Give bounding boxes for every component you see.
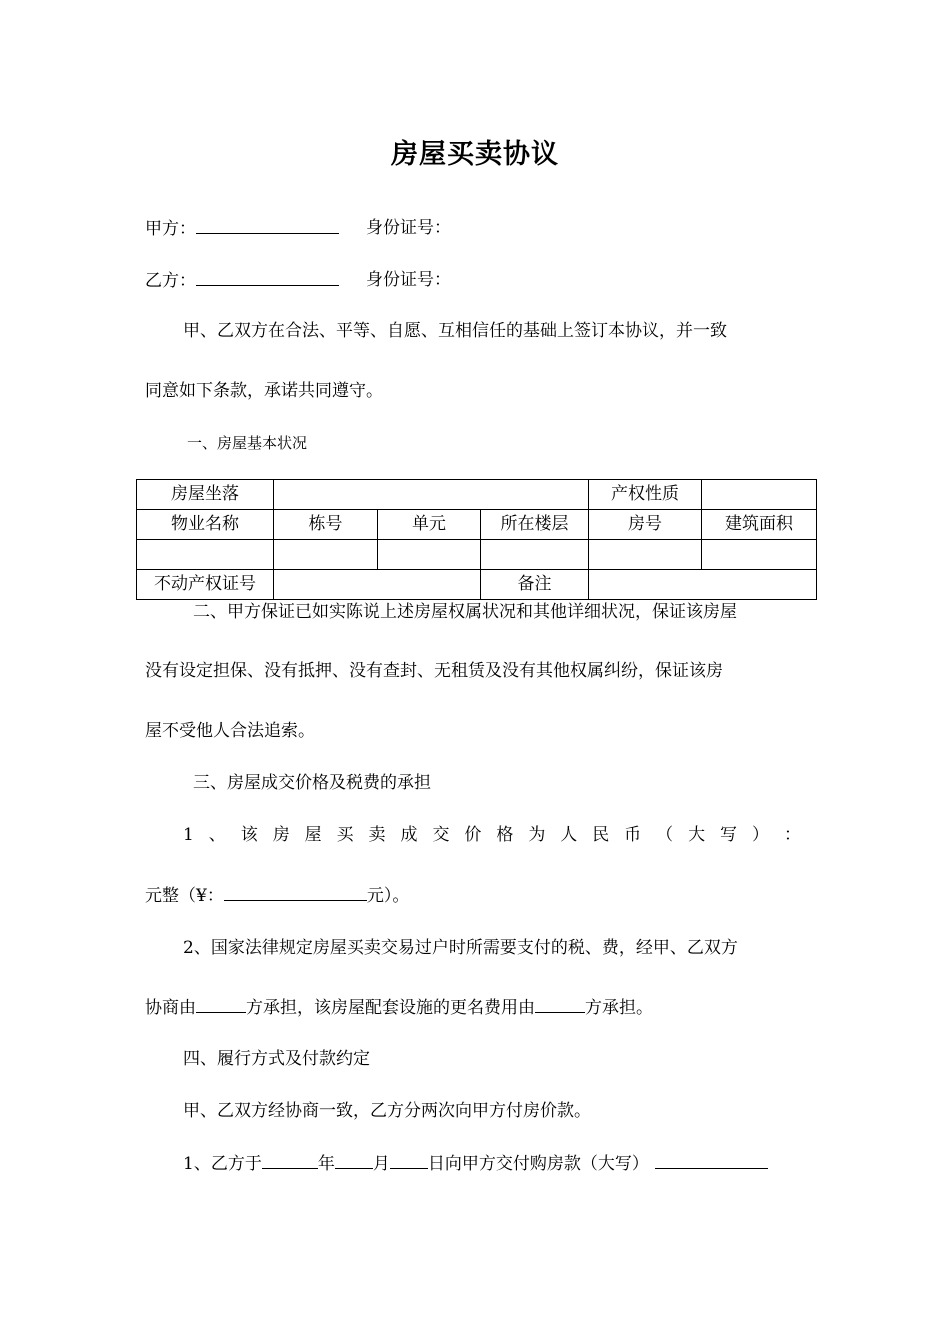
section-2-line-2: 没有设定担保、没有抵押、没有查封、无租赁及没有其他权属纠纷，保证该房: [145, 661, 723, 681]
building-no-value-cell[interactable]: [274, 540, 378, 570]
price-char: 人: [560, 825, 578, 845]
property-name-label: 物业名称: [137, 510, 274, 540]
price-amount-blank[interactable]: [224, 884, 367, 901]
tax-party-blank[interactable]: [196, 996, 246, 1013]
price-char: 屋: [304, 825, 322, 845]
price-char: 房: [272, 825, 290, 845]
unit-label: 单元: [378, 510, 481, 540]
room-no-value-cell[interactable]: [589, 540, 702, 570]
tax-line-1: 2、国家法律规定房屋买卖交易过户时所需要支付的税、费，经甲、乙双方: [183, 938, 738, 958]
certificate-no-value-cell[interactable]: [274, 570, 481, 600]
price-prefix: 元整（¥：: [145, 886, 224, 906]
tax-line-2: [145, 996, 653, 1019]
party-a-label: 甲方：: [145, 219, 196, 239]
floor-label: 所在楼层: [481, 510, 589, 540]
tax-text-c: 方承担。: [585, 998, 653, 1018]
building-no-label: 栋号: [274, 510, 378, 540]
year-label: 年: [317, 1154, 335, 1174]
price-char: 大: [688, 825, 706, 845]
party-a-name-blank[interactable]: [196, 217, 339, 234]
section-4-heading: 四、履行方式及付款约定: [183, 1049, 370, 1069]
party-b-label: 乙方：: [145, 271, 196, 291]
property-nature-label: 产权性质: [589, 480, 702, 510]
rename-fee-party-blank[interactable]: [535, 996, 585, 1013]
floor-area-value-cell[interactable]: [702, 540, 817, 570]
intro-line-1: 甲、乙双方在合法、平等、自愿、互相信任的基础上签订本协议，并一致: [183, 321, 727, 341]
payment-year-blank[interactable]: [262, 1152, 318, 1169]
price-char: 民: [592, 825, 610, 845]
price-line-2: [145, 884, 409, 907]
payment-month-blank[interactable]: [335, 1152, 373, 1169]
price-suffix: 元）。: [366, 886, 410, 906]
payment-amount-blank[interactable]: [655, 1152, 768, 1169]
price-char: 该: [240, 825, 258, 845]
payment-intro: 甲、乙双方经协商一致，乙方分两次向甲方付房价款。: [183, 1101, 591, 1121]
party-b-line: [145, 269, 339, 292]
intro-line-2: 同意如下条款，承诺共同遵守。: [145, 381, 383, 401]
section-2-line-1: 二、甲方保证已如实陈说上述房屋权属状况和其他详细状况，保证该房屋: [193, 602, 737, 622]
price-char: 1: [183, 825, 194, 845]
location-label: 房屋坐落: [137, 480, 274, 510]
price-char: 写: [720, 825, 738, 845]
certificate-no-label: 不动产权证号: [137, 570, 274, 600]
price-char: ：: [783, 825, 801, 845]
payment-1-text: 1、乙方于: [183, 1154, 262, 1174]
payment-1-line: [183, 1152, 768, 1175]
price-char: 卖: [368, 825, 386, 845]
floor-area-label: 建筑面积: [702, 510, 817, 540]
payment-day-blank[interactable]: [390, 1152, 428, 1169]
month-label: 月: [372, 1154, 390, 1174]
property-name-value-cell[interactable]: [137, 540, 274, 570]
remarks-label: 备注: [481, 570, 589, 600]
price-char: 币: [624, 825, 642, 845]
price-char: ）: [751, 825, 769, 845]
property-nature-value-cell[interactable]: [702, 480, 817, 510]
party-b-id-label: 身份证号：: [366, 270, 451, 290]
price-char: 格: [496, 825, 514, 845]
section-3-heading: 三、房屋成交价格及税费的承担: [193, 773, 431, 793]
price-char: （: [656, 825, 674, 845]
remarks-value-cell[interactable]: [589, 570, 817, 600]
unit-value-cell[interactable]: [378, 540, 481, 570]
price-char: 成: [400, 825, 418, 845]
price-char: 买: [336, 825, 354, 845]
section-2-line-3: 屋不受他人合法追索。: [145, 721, 315, 741]
document-title: 房屋买卖协议: [391, 139, 559, 170]
room-no-label: 房号: [589, 510, 702, 540]
price-char: 、: [208, 825, 226, 845]
location-value-cell[interactable]: [274, 480, 589, 510]
party-a-id-label: 身份证号：: [366, 218, 451, 238]
price-char: 交: [432, 825, 450, 845]
party-a-line: [145, 217, 339, 240]
tax-text-b: 方承担，该房屋配套设施的更名费用由: [246, 998, 535, 1018]
party-b-name-blank[interactable]: [196, 269, 339, 286]
property-info-table: [136, 479, 817, 600]
price-char: 价: [464, 825, 482, 845]
floor-value-cell[interactable]: [481, 540, 589, 570]
price-line-1: [183, 824, 801, 846]
day-label: 日向甲方交付购房款（大写）: [427, 1154, 649, 1174]
tax-text-a: 协商由: [145, 998, 196, 1018]
price-char: 为: [528, 825, 546, 845]
section-1-heading: 一、房屋基本状况: [187, 434, 308, 452]
